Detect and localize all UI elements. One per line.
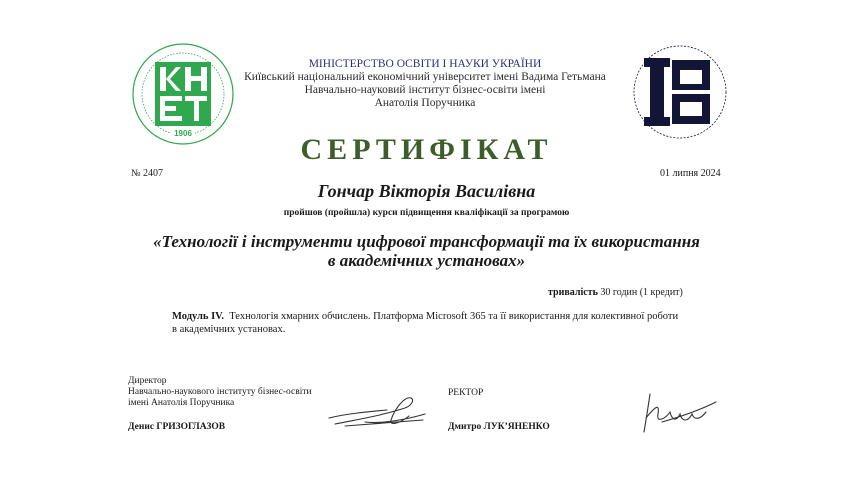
director-signature [325,390,430,435]
director-role-line3: імені Анатолія Поручника [128,398,235,408]
program-title [120,232,733,270]
director-role [128,376,312,409]
duration-label: тривалість [548,287,598,298]
director-role-line1: Директор [128,376,167,386]
certificate-header [210,58,640,110]
module-text-line1: Технологія хмарних обчислень. Платформа Microsoft 365 та її використання для колективної роботи [229,311,679,322]
ibo-logo [632,44,728,140]
module-label: Модуль IV. [172,311,225,322]
logo-year: 1906 [174,129,192,138]
rector-signature [636,388,720,436]
certificate-number: № 2407 [131,168,164,179]
module-description [172,310,732,336]
recipient-name: Гончар Вікторія Василівна [317,181,536,201]
duration [548,287,683,298]
module-text-line2: в академічних установах. [172,324,286,335]
duration-value: 30 [600,287,611,298]
passed-text: пройшов (пройшла) курси підвищення кваліфікації за програмою [283,208,570,218]
certificate-title: СЕРТИФІКАТ [300,133,553,166]
duration-suffix: годин (1 кредит) [612,287,683,298]
certificate-date: 01 липня 2024 [660,168,721,179]
university-name: Київський національний економічний університет імені Вадима Гетьмана [244,71,606,83]
institute-name-line2: Анатолія Поручника [374,97,476,109]
institute-name-line1: Навчально-науковий інститут бізнес-освіти імені [304,84,546,96]
rector-role: РЕКТОР [448,388,484,398]
program-title-line2: в академічних установах» [327,251,526,270]
director-name: Денис ГРИЗОГЛАЗОВ [128,422,226,432]
rector-name: Дмитро ЛУК’ЯНЕНКО [448,422,550,432]
program-title-line1: «Технології і інструменти цифрової трансформації та їх використання [153,232,700,251]
director-role-line2: Навчально-наукового інституту бізнес-освіти [128,387,312,397]
ministry-name: МІНІСТЕРСТВО ОСВІТИ І НАУКИ УКРАЇНИ [308,58,542,70]
